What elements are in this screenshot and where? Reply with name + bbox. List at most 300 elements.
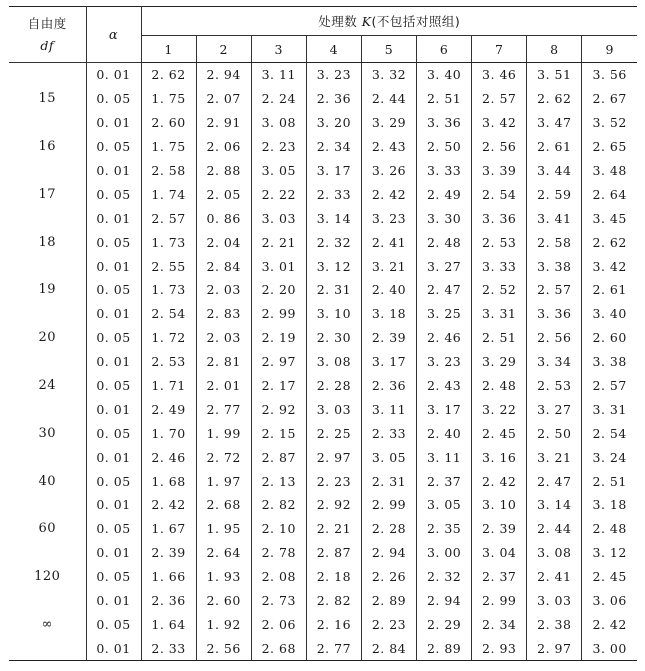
value-cell: 2. 82 (306, 589, 361, 613)
value-cell: 3. 38 (582, 350, 637, 374)
value-cell: 3. 38 (527, 254, 582, 278)
value-cell: 1. 70 (141, 421, 196, 445)
value-cell: 3. 20 (306, 111, 361, 135)
value-cell: 2. 22 (251, 182, 306, 206)
value-cell: 2. 33 (141, 636, 196, 660)
value-cell: 2. 23 (251, 135, 306, 159)
value-cell: 3. 16 (472, 445, 527, 469)
value-cell: 2. 77 (196, 397, 251, 421)
value-cell: 1. 99 (196, 421, 251, 445)
value-cell: 3. 12 (306, 254, 361, 278)
alpha-cell: 0. 01 (86, 589, 141, 613)
df-cell (9, 636, 86, 660)
value-cell: 2. 47 (417, 278, 472, 302)
value-cell: 3. 21 (527, 445, 582, 469)
value-cell: 2. 29 (417, 612, 472, 636)
df-cell (9, 302, 86, 326)
value-cell: 2. 84 (196, 254, 251, 278)
value-cell: 2. 49 (141, 397, 196, 421)
alpha-cell: 0. 01 (86, 206, 141, 230)
value-cell: 2. 57 (141, 206, 196, 230)
value-cell: 2. 28 (361, 517, 416, 541)
table-row (9, 589, 637, 613)
table-row (9, 87, 637, 111)
value-cell: 2. 23 (361, 612, 416, 636)
alpha-cell: 0. 05 (86, 421, 141, 445)
value-cell: 3. 23 (306, 63, 361, 87)
df-cell (9, 541, 86, 565)
k-column-header-3: 3 (251, 36, 306, 63)
value-cell: 3. 27 (417, 254, 472, 278)
value-cell: 2. 89 (361, 589, 416, 613)
value-cell: 2. 87 (306, 541, 361, 565)
value-cell: 2. 04 (196, 230, 251, 254)
value-cell: 2. 51 (472, 326, 527, 350)
value-cell: 3. 17 (306, 159, 361, 183)
value-cell: 3. 46 (472, 63, 527, 87)
value-cell: 2. 99 (251, 302, 306, 326)
value-cell: 2. 83 (196, 302, 251, 326)
value-cell: 3. 14 (306, 206, 361, 230)
value-cell: 2. 13 (251, 469, 306, 493)
value-cell: 2. 87 (251, 445, 306, 469)
value-cell: 2. 31 (361, 469, 416, 493)
value-cell: 2. 50 (417, 135, 472, 159)
value-cell: 2. 48 (417, 230, 472, 254)
value-cell: 2. 37 (417, 469, 472, 493)
value-cell: 2. 07 (196, 87, 251, 111)
value-cell: 2. 24 (251, 87, 306, 111)
value-cell: 2. 46 (141, 445, 196, 469)
value-cell: 2. 57 (582, 374, 637, 398)
value-cell: 2. 65 (582, 135, 637, 159)
value-cell: 3. 36 (472, 206, 527, 230)
value-cell: 2. 51 (582, 469, 637, 493)
value-cell: 3. 27 (527, 397, 582, 421)
alpha-cell: 0. 05 (86, 326, 141, 350)
alpha-cell: 0. 05 (86, 469, 141, 493)
value-cell: 2. 64 (196, 541, 251, 565)
df-cell (9, 493, 86, 517)
value-cell: 3. 03 (251, 206, 306, 230)
value-cell: 2. 42 (141, 493, 196, 517)
value-cell: 2. 55 (141, 254, 196, 278)
value-cell: 2. 34 (306, 135, 361, 159)
df-cell: 16 (9, 135, 86, 159)
value-cell: 2. 34 (472, 612, 527, 636)
value-cell: 3. 06 (582, 589, 637, 613)
df-column-header (9, 7, 86, 63)
value-cell: 3. 03 (306, 397, 361, 421)
value-cell: 2. 21 (251, 230, 306, 254)
value-cell: 3. 11 (417, 445, 472, 469)
value-cell: 2. 62 (527, 87, 582, 111)
alpha-header-symbol: α (108, 27, 119, 43)
value-cell: 2. 03 (196, 326, 251, 350)
value-cell: 2. 49 (417, 182, 472, 206)
value-cell: 2. 89 (417, 636, 472, 660)
value-cell: 1. 73 (141, 278, 196, 302)
df-cell (9, 63, 86, 87)
value-cell: 3. 31 (472, 302, 527, 326)
value-cell: 1. 68 (141, 469, 196, 493)
value-cell: 3. 08 (306, 350, 361, 374)
df-cell (9, 206, 86, 230)
k-column-header-4: 4 (306, 36, 361, 63)
df-cell: 24 (9, 374, 86, 398)
value-cell: 3. 05 (361, 445, 416, 469)
table-row (9, 278, 637, 302)
value-cell: 3. 01 (251, 254, 306, 278)
value-cell: 2. 43 (417, 374, 472, 398)
df-cell (9, 397, 86, 421)
value-cell: 3. 48 (582, 159, 637, 183)
value-cell: 2. 03 (196, 278, 251, 302)
value-cell: 3. 47 (527, 111, 582, 135)
table-header (9, 7, 637, 63)
value-cell: 2. 68 (251, 636, 306, 660)
value-cell: 2. 61 (582, 278, 637, 302)
value-cell: 3. 21 (361, 254, 416, 278)
value-cell: 2. 51 (417, 87, 472, 111)
table-row (9, 517, 637, 541)
value-cell: 2. 91 (196, 111, 251, 135)
alpha-cell: 0. 01 (86, 63, 141, 87)
df-cell (9, 159, 86, 183)
value-cell: 3. 36 (417, 111, 472, 135)
df-header-label: 自由度 (27, 15, 67, 31)
value-cell: 3. 18 (582, 493, 637, 517)
value-cell: 3. 30 (417, 206, 472, 230)
value-cell: 3. 03 (527, 589, 582, 613)
alpha-cell: 0. 01 (86, 350, 141, 374)
alpha-cell: 0. 01 (86, 397, 141, 421)
value-cell: 2. 81 (196, 350, 251, 374)
alpha-cell: 0. 01 (86, 493, 141, 517)
table-row (9, 206, 637, 230)
value-cell: 2. 62 (141, 63, 196, 87)
value-cell: 2. 78 (251, 541, 306, 565)
value-cell: 1. 73 (141, 230, 196, 254)
k-group-header (141, 7, 637, 36)
k-column-header-9: 9 (582, 36, 637, 63)
value-cell: 2. 60 (582, 326, 637, 350)
value-cell: 2. 50 (527, 421, 582, 445)
value-cell: 2. 46 (417, 326, 472, 350)
value-cell: 3. 23 (417, 350, 472, 374)
value-cell: 3. 31 (582, 397, 637, 421)
alpha-cell: 0. 01 (86, 111, 141, 135)
value-cell: 2. 33 (306, 182, 361, 206)
df-cell (9, 589, 86, 613)
value-cell: 2. 57 (527, 278, 582, 302)
alpha-cell: 0. 05 (86, 135, 141, 159)
value-cell: 2. 40 (417, 421, 472, 445)
value-cell: 2. 19 (251, 326, 306, 350)
value-cell: 3. 05 (417, 493, 472, 517)
value-cell: 2. 56 (527, 326, 582, 350)
value-cell: 3. 45 (582, 206, 637, 230)
value-cell: 2. 28 (306, 374, 361, 398)
value-cell: 3. 17 (417, 397, 472, 421)
value-cell: 2. 53 (472, 230, 527, 254)
table-row (9, 111, 637, 135)
value-cell: 3. 40 (417, 63, 472, 87)
value-cell: 2. 36 (361, 374, 416, 398)
value-cell: 3. 25 (417, 302, 472, 326)
value-cell: 2. 36 (306, 87, 361, 111)
table-row (9, 565, 637, 589)
k-header-variable: K (361, 14, 372, 29)
value-cell: 3. 32 (361, 63, 416, 87)
value-cell: 2. 31 (306, 278, 361, 302)
value-cell: 2. 54 (472, 182, 527, 206)
value-cell: 2. 26 (361, 565, 416, 589)
value-cell: 3. 36 (527, 302, 582, 326)
critical-value-table (9, 6, 637, 661)
value-cell: 2. 45 (582, 565, 637, 589)
alpha-cell: 0. 05 (86, 517, 141, 541)
value-cell: 2. 56 (472, 135, 527, 159)
df-cell: 19 (9, 278, 86, 302)
value-cell: 2. 59 (527, 182, 582, 206)
value-cell: 2. 61 (527, 135, 582, 159)
value-cell: 2. 43 (361, 135, 416, 159)
value-cell: 2. 56 (196, 636, 251, 660)
df-cell: 17 (9, 182, 86, 206)
value-cell: 2. 68 (196, 493, 251, 517)
table-row (9, 230, 637, 254)
value-cell: 1. 92 (196, 612, 251, 636)
value-cell: 3. 12 (582, 541, 637, 565)
value-cell: 2. 42 (582, 612, 637, 636)
value-cell: 2. 06 (196, 135, 251, 159)
value-cell: 3. 10 (472, 493, 527, 517)
value-cell: 2. 41 (527, 565, 582, 589)
table-row (9, 445, 637, 469)
value-cell: 2. 18 (306, 565, 361, 589)
value-cell: 2. 94 (417, 589, 472, 613)
value-cell: 1. 67 (141, 517, 196, 541)
table-row (9, 397, 637, 421)
value-cell: 0. 86 (196, 206, 251, 230)
value-cell: 2. 58 (141, 159, 196, 183)
value-cell: 3. 42 (582, 254, 637, 278)
df-cell: 20 (9, 326, 86, 350)
value-cell: 2. 97 (306, 445, 361, 469)
df-cell (9, 254, 86, 278)
value-cell: 2. 01 (196, 374, 251, 398)
value-cell: 3. 05 (251, 159, 306, 183)
table-row (9, 159, 637, 183)
value-cell: 3. 00 (582, 636, 637, 660)
value-cell: 2. 62 (582, 230, 637, 254)
value-cell: 3. 08 (251, 111, 306, 135)
value-cell: 2. 21 (306, 517, 361, 541)
value-cell: 2. 33 (361, 421, 416, 445)
df-cell: 60 (9, 517, 86, 541)
value-cell: 2. 99 (472, 589, 527, 613)
value-cell: 3. 29 (361, 111, 416, 135)
value-cell: 2. 36 (141, 589, 196, 613)
value-cell: 3. 24 (582, 445, 637, 469)
alpha-cell: 0. 01 (86, 541, 141, 565)
value-cell: 1. 95 (196, 517, 251, 541)
alpha-cell: 0. 05 (86, 565, 141, 589)
value-cell: 2. 47 (527, 469, 582, 493)
table-row (9, 254, 637, 278)
value-cell: 3. 26 (361, 159, 416, 183)
value-cell: 2. 35 (417, 517, 472, 541)
value-cell: 2. 67 (582, 87, 637, 111)
table-row (9, 374, 637, 398)
value-cell: 2. 38 (527, 612, 582, 636)
value-cell: 2. 88 (196, 159, 251, 183)
value-cell: 3. 29 (472, 350, 527, 374)
value-cell: 3. 44 (527, 159, 582, 183)
k-column-header-1: 1 (141, 36, 196, 63)
df-cell (9, 350, 86, 374)
value-cell: 2. 92 (251, 397, 306, 421)
value-cell: 3. 39 (472, 159, 527, 183)
alpha-cell: 0. 01 (86, 159, 141, 183)
df-cell: 30 (9, 421, 86, 445)
value-cell: 2. 10 (251, 517, 306, 541)
value-cell: 2. 16 (306, 612, 361, 636)
alpha-cell: 0. 01 (86, 254, 141, 278)
value-cell: 2. 39 (472, 517, 527, 541)
value-cell: 2. 48 (472, 374, 527, 398)
value-cell: 2. 42 (361, 182, 416, 206)
value-cell: 3. 33 (417, 159, 472, 183)
value-cell: 2. 57 (472, 87, 527, 111)
value-cell: 2. 94 (361, 541, 416, 565)
value-cell: 1. 97 (196, 469, 251, 493)
value-cell: 3. 51 (527, 63, 582, 87)
value-cell: 2. 52 (472, 278, 527, 302)
table-row (9, 350, 637, 374)
value-cell: 2. 60 (196, 589, 251, 613)
table-body (9, 63, 637, 661)
value-cell: 2. 41 (361, 230, 416, 254)
alpha-cell: 0. 01 (86, 302, 141, 326)
k-column-header-2: 2 (196, 36, 251, 63)
value-cell: 2. 94 (196, 63, 251, 87)
value-cell: 3. 17 (361, 350, 416, 374)
value-cell: 2. 32 (306, 230, 361, 254)
header-row-top (9, 7, 637, 36)
value-cell: 1. 74 (141, 182, 196, 206)
value-cell: 2. 06 (251, 612, 306, 636)
value-cell: 2. 30 (306, 326, 361, 350)
value-cell: 3. 08 (527, 541, 582, 565)
alpha-cell: 0. 05 (86, 612, 141, 636)
value-cell: 2. 39 (141, 541, 196, 565)
value-cell: 3. 34 (527, 350, 582, 374)
value-cell: 2. 54 (582, 421, 637, 445)
value-cell: 1. 72 (141, 326, 196, 350)
alpha-cell: 0. 05 (86, 278, 141, 302)
value-cell: 3. 22 (472, 397, 527, 421)
value-cell: 3. 41 (527, 206, 582, 230)
value-cell: 2. 40 (361, 278, 416, 302)
value-cell: 2. 53 (141, 350, 196, 374)
table-row (9, 636, 637, 660)
critical-value-table-sheet (9, 6, 637, 661)
value-cell: 2. 05 (196, 182, 251, 206)
alpha-cell: 0. 01 (86, 445, 141, 469)
value-cell: 2. 32 (417, 565, 472, 589)
alpha-cell: 0. 05 (86, 230, 141, 254)
value-cell: 1. 93 (196, 565, 251, 589)
table-row (9, 326, 637, 350)
table-row (9, 63, 637, 87)
value-cell: 2. 82 (251, 493, 306, 517)
value-cell: 3. 18 (361, 302, 416, 326)
value-cell: 2. 77 (306, 636, 361, 660)
df-cell: ∞ (9, 612, 86, 636)
df-cell (9, 111, 86, 135)
k-header-prefix: 处理数 (318, 14, 362, 29)
table-row (9, 182, 637, 206)
table-row (9, 469, 637, 493)
value-cell: 1. 75 (141, 135, 196, 159)
k-column-header-5: 5 (361, 36, 416, 63)
value-cell: 3. 10 (306, 302, 361, 326)
value-cell: 1. 64 (141, 612, 196, 636)
value-cell: 2. 45 (472, 421, 527, 445)
table-row (9, 421, 637, 445)
value-cell: 2. 60 (141, 111, 196, 135)
df-cell: 120 (9, 565, 86, 589)
value-cell: 2. 53 (527, 374, 582, 398)
value-cell: 3. 52 (582, 111, 637, 135)
k-column-header-6: 6 (417, 36, 472, 63)
value-cell: 2. 39 (361, 326, 416, 350)
value-cell: 3. 42 (472, 111, 527, 135)
value-cell: 1. 71 (141, 374, 196, 398)
value-cell: 2. 92 (306, 493, 361, 517)
value-cell: 2. 48 (582, 517, 637, 541)
k-header-suffix: (不包括对照组) (371, 14, 461, 29)
value-cell: 3. 04 (472, 541, 527, 565)
value-cell: 2. 54 (141, 302, 196, 326)
value-cell: 3. 23 (361, 206, 416, 230)
df-cell: 15 (9, 87, 86, 111)
value-cell: 2. 97 (527, 636, 582, 660)
table-row (9, 612, 637, 636)
table-row (9, 302, 637, 326)
value-cell: 2. 58 (527, 230, 582, 254)
value-cell: 3. 00 (417, 541, 472, 565)
value-cell: 3. 14 (527, 493, 582, 517)
alpha-cell: 0. 01 (86, 636, 141, 660)
alpha-cell: 0. 05 (86, 87, 141, 111)
alpha-column-header (86, 7, 141, 63)
value-cell: 2. 15 (251, 421, 306, 445)
alpha-cell: 0. 05 (86, 374, 141, 398)
value-cell: 2. 20 (251, 278, 306, 302)
value-cell: 2. 73 (251, 589, 306, 613)
value-cell: 2. 25 (306, 421, 361, 445)
value-cell: 2. 97 (251, 350, 306, 374)
value-cell: 2. 64 (582, 182, 637, 206)
value-cell: 2. 44 (527, 517, 582, 541)
value-cell: 3. 11 (251, 63, 306, 87)
value-cell: 3. 40 (582, 302, 637, 326)
value-cell: 2. 08 (251, 565, 306, 589)
table-row (9, 135, 637, 159)
